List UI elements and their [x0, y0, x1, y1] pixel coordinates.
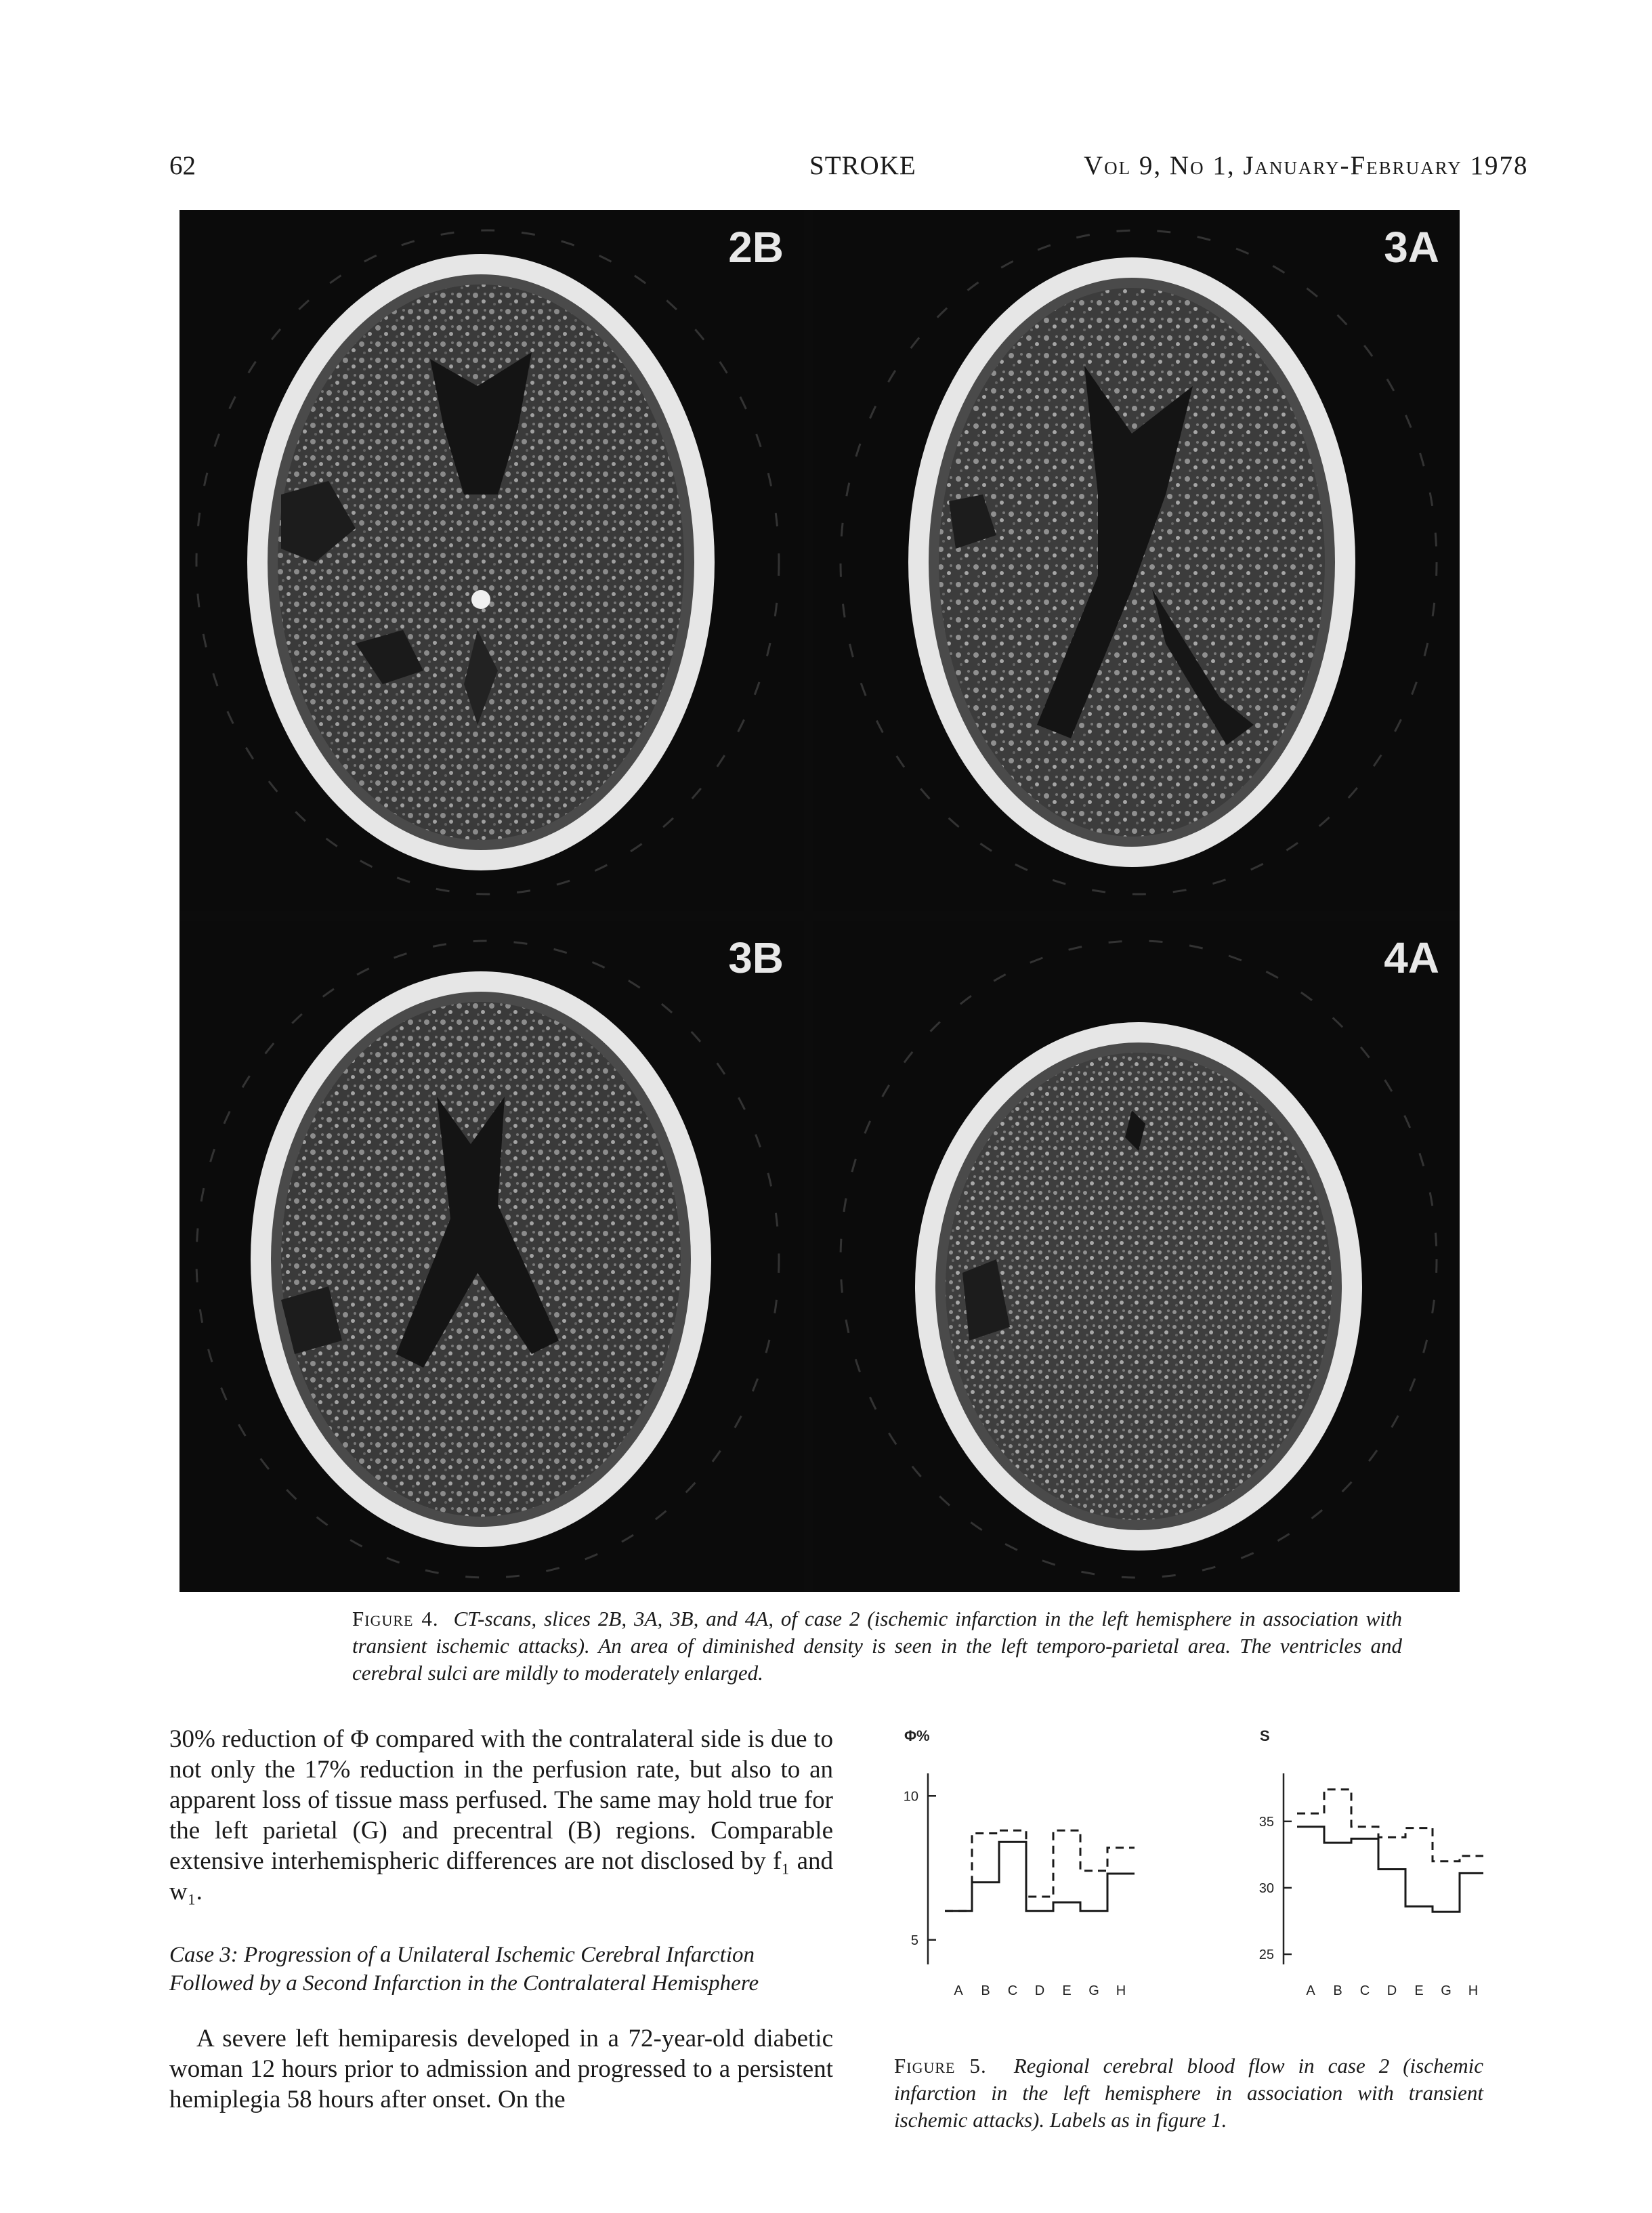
c2-xlabel-G: G: [1441, 1983, 1452, 1998]
c2-xlabel-H: H: [1468, 1983, 1479, 1998]
c1-xlabel-C: C: [1007, 1983, 1018, 1998]
c1-ytick-label-1: 10: [903, 1789, 918, 1805]
ct-panel-3b: [179, 921, 804, 1592]
c1-series-dashed: [945, 1830, 1135, 1911]
page-number: 62: [169, 151, 196, 180]
figure5-charts: [874, 1721, 1483, 2019]
c1-xlabel-E: E: [1062, 1983, 1072, 1998]
section-heading-line1: Case 3: Progression of a Unilateral Ischemic Cerebral Infarction: [169, 1943, 755, 1967]
ct-scan-2b-image: [179, 210, 804, 911]
c2-series-solid: [1297, 1827, 1483, 1912]
figure5-caption-label: Figure 5.: [894, 2054, 987, 2078]
figure5-caption: [894, 2052, 1483, 2134]
ct-panel-2b: [179, 210, 804, 911]
c1-xlabel-A: A: [954, 1983, 963, 1998]
ct-panel-label-2b: 2B: [728, 223, 784, 272]
c1-xlabel-G: G: [1088, 1983, 1099, 1998]
volume-info: Vol 9, No 1, January-February 1978: [1084, 151, 1529, 180]
c2-xlabel-D: D: [1386, 1983, 1397, 1998]
c1-xlabel-H: H: [1116, 1983, 1126, 1998]
ct-panel-label-3a: 3A: [1384, 223, 1439, 272]
ct-scan-3b-image: [179, 921, 804, 1592]
c1-series-solid: [945, 1842, 1135, 1911]
section-heading-line2: Followed by a Second Infarction in the Contralateral Hemisphere: [169, 1971, 759, 1996]
c2-ytick-label-2: 35: [1258, 1814, 1274, 1830]
ct-panel-3a: [813, 210, 1460, 911]
c2-ytick-label-1: 30: [1258, 1880, 1274, 1896]
c2-xlabel-A: A: [1306, 1983, 1315, 1998]
ct-panel-4a: [813, 921, 1460, 1592]
section-heading: [169, 1941, 833, 1998]
journal-title: STROKE: [809, 151, 916, 180]
ct-panel-label-4a: 4A: [1384, 933, 1439, 982]
ct-panel-label-3b: 3B: [728, 933, 784, 982]
body-left-column: [169, 1724, 833, 2115]
c2-xlabel-C: C: [1359, 1983, 1370, 1998]
c2-xlabel-E: E: [1414, 1983, 1424, 1998]
c1-ytick-label-0: 5: [910, 1933, 918, 1948]
figure4-caption-text: CT-scans, slices 2B, 3A, 3B, and 4A, of case 2 (ischemic infarction in the left hemisphere in association with transient ischemic attacks). An area of diminished density is seen in the left temporo-parietal area. The ventricles and cerebral sulci are mildly to moderately enlarged.: [352, 1607, 1402, 1685]
c2-ytick-label-0: 25: [1258, 1947, 1274, 1962]
chart2-ylabel: S: [1260, 1727, 1270, 1744]
ct-scan-4a-image: [813, 921, 1460, 1592]
ct-scan-3a-image: [813, 210, 1460, 911]
figure5-svg: [874, 1721, 1483, 2019]
figure4-caption-label: Figure 4.: [352, 1607, 439, 1630]
figure4-caption: [352, 1605, 1402, 1687]
c1-xlabel-B: B: [981, 1983, 990, 1998]
body-paragraph-1: 30% reduction of Φ compared with the contralateral side is due to not only the 17% reduction in the perfusion rate, but also to an apparent loss of tissue mass perfused. The same may hold true for the left parietal (G) and precentral (B) regions. Comparable extensive interhemispheric differences are not disclosed by f₁ and w₁.: [169, 1725, 833, 1905]
c2-xlabel-B: B: [1333, 1983, 1342, 1998]
figure5-caption-text: Regional cerebral blood flow in case 2 (ischemic infarction in the left hemisphere in association with transient ischemic attacks). Labels as in figure 1.: [894, 2054, 1483, 2132]
c1-xlabel-D: D: [1034, 1983, 1045, 1998]
figure4-ct-grid: [179, 210, 1460, 1592]
chart1-ylabel: Φ%: [904, 1727, 930, 1744]
c2-series-dashed: [1297, 1790, 1483, 1861]
body-paragraph-2: A severe left hemiparesis developed in a 72-year-old diabetic woman 12 hours prior to admission and progressed to a persistent hemiplegia 58 hours after onset. On the: [169, 2025, 833, 2113]
